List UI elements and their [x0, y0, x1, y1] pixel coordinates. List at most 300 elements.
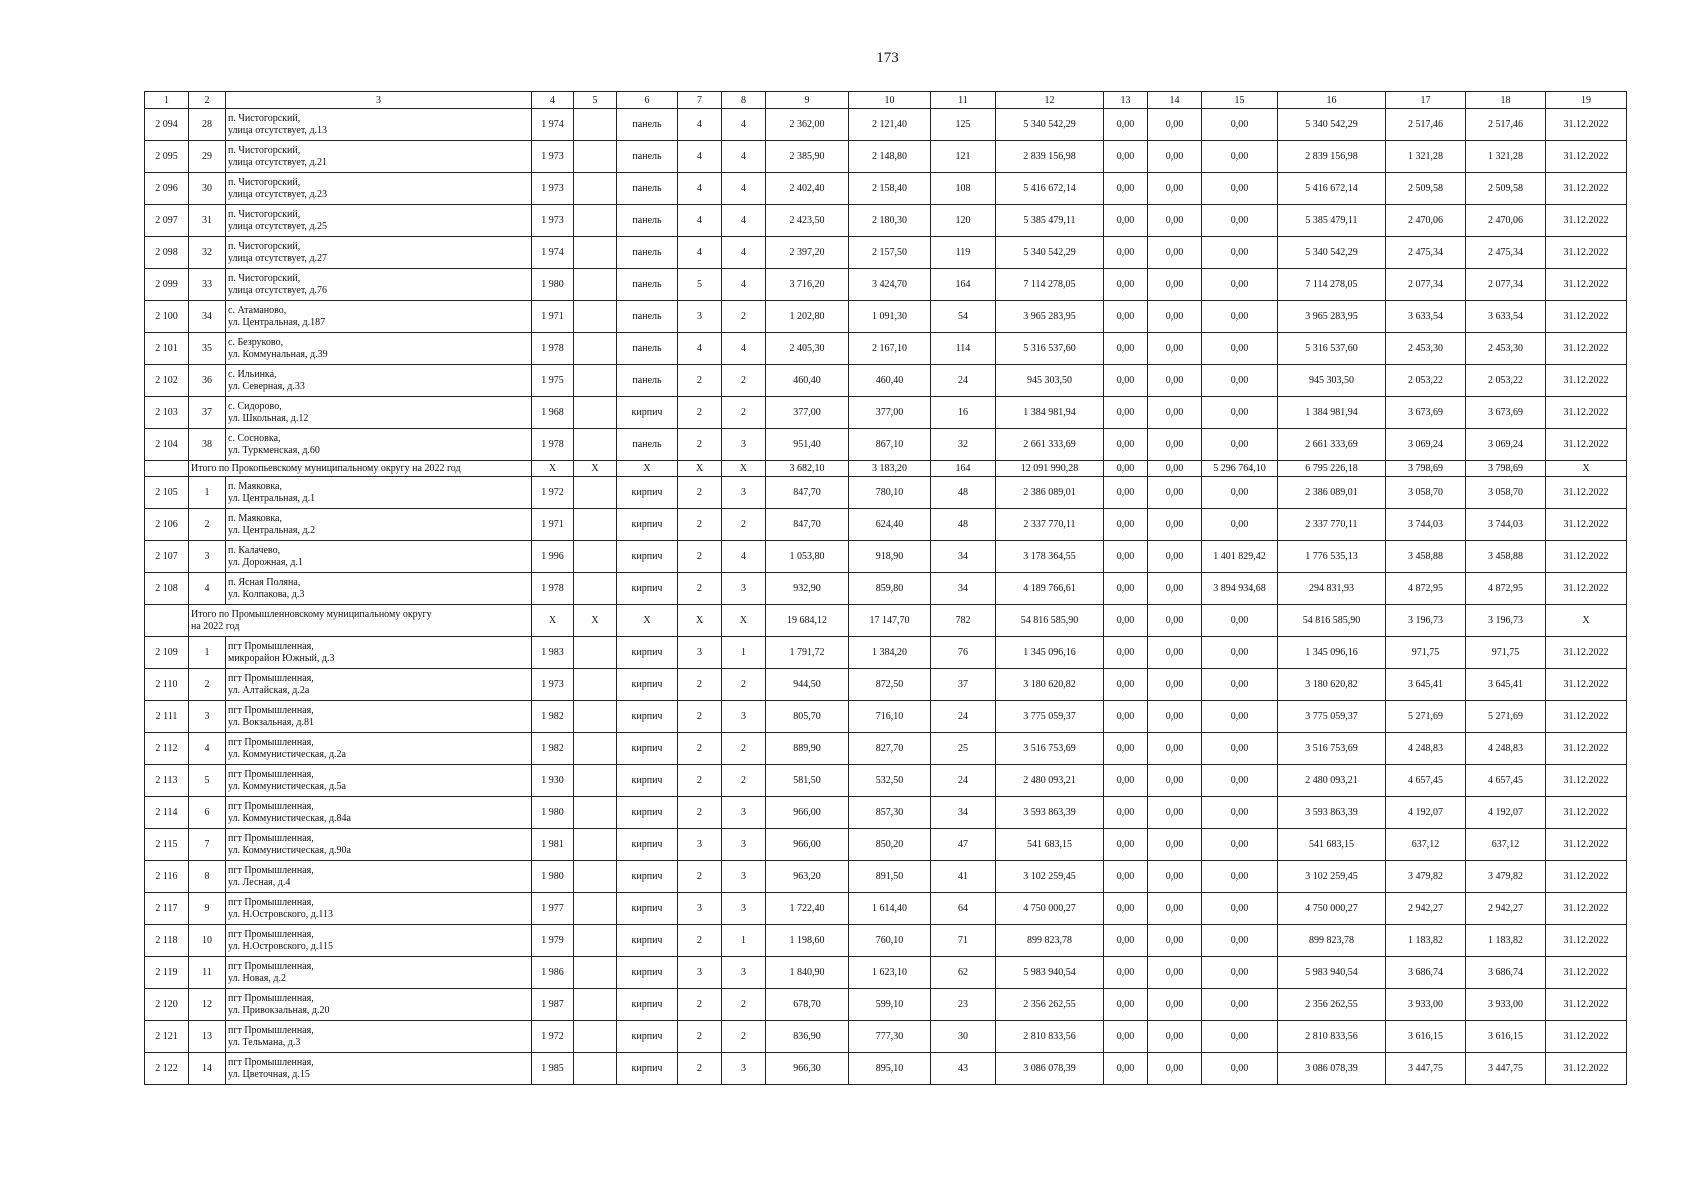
table-cell: 1 978: [532, 429, 574, 461]
table-cell: 2: [678, 1021, 722, 1053]
table-cell: X: [722, 605, 766, 637]
table-cell: [574, 509, 617, 541]
table-cell: 2 114: [145, 797, 189, 829]
table-cell: 0,00: [1104, 205, 1148, 237]
table-cell: 34: [931, 797, 996, 829]
table-cell: кирпич: [617, 925, 678, 957]
table-cell: 0,00: [1148, 1053, 1202, 1085]
table-cell: 5: [678, 269, 722, 301]
table-cell: [574, 237, 617, 269]
table-cell: 460,40: [849, 365, 931, 397]
table-cell: [574, 365, 617, 397]
table-cell: 5 296 764,10: [1202, 461, 1278, 477]
table-cell: 16: [931, 397, 996, 429]
table-row: [145, 733, 1627, 765]
table-cell: 2 509,58: [1386, 173, 1466, 205]
table-cell: кирпич: [617, 669, 678, 701]
header-cell: 16: [1278, 92, 1386, 109]
table-cell: 31.12.2022: [1546, 893, 1627, 925]
table-cell: 0,00: [1202, 669, 1278, 701]
table-cell: 3 069,24: [1386, 429, 1466, 461]
table-cell: 3 086 078,39: [1278, 1053, 1386, 1085]
table-cell: 2 111: [145, 701, 189, 733]
table-cell: 76: [931, 637, 996, 669]
table-row: [145, 301, 1627, 333]
table-row: [145, 509, 1627, 541]
table-cell: 2: [189, 509, 226, 541]
table-cell: 4 248,83: [1386, 733, 1466, 765]
table-cell: 3 180 620,82: [996, 669, 1104, 701]
table-cell: 3 458,88: [1466, 541, 1546, 573]
table-cell: кирпич: [617, 733, 678, 765]
table-cell: 2 470,06: [1386, 205, 1466, 237]
table-cell: 2: [722, 1021, 766, 1053]
header-cell: 1: [145, 92, 189, 109]
table-cell: 1 977: [532, 893, 574, 925]
table-cell: 0,00: [1148, 173, 1202, 205]
table-cell: 3 682,10: [766, 461, 849, 477]
table-cell: 3 479,82: [1386, 861, 1466, 893]
table-cell: 850,20: [849, 829, 931, 861]
table-cell: 28: [189, 109, 226, 141]
table-cell: 1 384 981,94: [1278, 397, 1386, 429]
table-cell: 4: [722, 205, 766, 237]
table-cell: 0,00: [1148, 733, 1202, 765]
table-cell: панель: [617, 173, 678, 205]
table-cell: 0,00: [1202, 333, 1278, 365]
table-cell: 4: [722, 541, 766, 573]
table-cell: 10: [189, 925, 226, 957]
table-cell: 0,00: [1202, 205, 1278, 237]
table-cell: 872,50: [849, 669, 931, 701]
table-cell: 1 974: [532, 109, 574, 141]
table-cell: 31.12.2022: [1546, 541, 1627, 573]
table-row: [145, 893, 1627, 925]
table-cell: 945 303,50: [1278, 365, 1386, 397]
table-cell: 0,00: [1104, 237, 1148, 269]
table-cell: 7 114 278,05: [996, 269, 1104, 301]
table-cell: 64: [931, 893, 996, 925]
table-cell: 2: [678, 989, 722, 1021]
header-cell: 14: [1148, 92, 1202, 109]
table-cell: 963,20: [766, 861, 849, 893]
table-cell: 0,00: [1202, 861, 1278, 893]
table-cell: 1 980: [532, 861, 574, 893]
table-cell: 0,00: [1104, 701, 1148, 733]
table-cell: 3: [678, 637, 722, 669]
table-cell: [574, 1053, 617, 1085]
table-cell: 1: [189, 637, 226, 669]
table-cell: 5 340 542,29: [1278, 237, 1386, 269]
table-cell: 2 053,22: [1466, 365, 1546, 397]
table-cell: 2: [678, 365, 722, 397]
table-cell: 3: [189, 541, 226, 573]
table-cell: [574, 733, 617, 765]
table-cell: 2: [722, 989, 766, 1021]
table-cell: 31.12.2022: [1546, 269, 1627, 301]
table-cell: 3 447,75: [1466, 1053, 1546, 1085]
table-cell: 2 109: [145, 637, 189, 669]
header-cell: 11: [931, 92, 996, 109]
table-cell: 5 416 672,14: [996, 173, 1104, 205]
table-cell: 31: [189, 205, 226, 237]
table-cell: 4: [722, 333, 766, 365]
table-cell: 760,10: [849, 925, 931, 957]
table-cell: 3 775 059,37: [1278, 701, 1386, 733]
table-cell: 3 593 863,39: [996, 797, 1104, 829]
table-cell: 3 686,74: [1466, 957, 1546, 989]
table-cell: 859,80: [849, 573, 931, 605]
table-cell: 944,50: [766, 669, 849, 701]
table-cell: [574, 765, 617, 797]
table-cell: 0,00: [1202, 365, 1278, 397]
address-cell: пгт Промышленная, ул. Коммунистическая, д.2а: [226, 733, 532, 765]
table-cell: 2: [678, 701, 722, 733]
table-cell: панель: [617, 237, 678, 269]
table-cell: 3 894 934,68: [1202, 573, 1278, 605]
table-cell: 0,00: [1104, 301, 1148, 333]
address-cell: пгт Промышленная, ул. Привокзальная, д.20: [226, 989, 532, 1021]
table-cell: X: [722, 461, 766, 477]
table-row: [145, 109, 1627, 141]
table-cell: 43: [931, 1053, 996, 1085]
table-cell: 716,10: [849, 701, 931, 733]
header-row: [145, 92, 1627, 109]
table-cell: 2 386 089,01: [996, 477, 1104, 509]
address-cell: пгт Промышленная, ул. Цветочная, д.15: [226, 1053, 532, 1085]
table-row: [145, 237, 1627, 269]
table-cell: 1 384,20: [849, 637, 931, 669]
table-cell: панель: [617, 365, 678, 397]
table-cell: 0,00: [1148, 829, 1202, 861]
table-cell: 1 985: [532, 1053, 574, 1085]
table-cell: 780,10: [849, 477, 931, 509]
table-cell: 1 986: [532, 957, 574, 989]
table-cell: 6 795 226,18: [1278, 461, 1386, 477]
table-cell: кирпич: [617, 797, 678, 829]
table-cell: 0,00: [1202, 829, 1278, 861]
table-cell: 3 196,73: [1386, 605, 1466, 637]
table-row: [145, 669, 1627, 701]
table-cell: 2 157,50: [849, 237, 931, 269]
table-cell: 36: [189, 365, 226, 397]
table-cell: 678,70: [766, 989, 849, 1021]
table-cell: [574, 173, 617, 205]
table-body: [145, 109, 1627, 1085]
table-cell: 1 321,28: [1386, 141, 1466, 173]
table-cell: 0,00: [1148, 141, 1202, 173]
table-cell: 3: [722, 957, 766, 989]
table-cell: 0,00: [1148, 269, 1202, 301]
table-row: [145, 541, 1627, 573]
table-cell: 0,00: [1148, 701, 1202, 733]
table-cell: 31.12.2022: [1546, 365, 1627, 397]
table-cell: кирпич: [617, 509, 678, 541]
table-cell: 951,40: [766, 429, 849, 461]
table-cell: 24: [931, 765, 996, 797]
table-header: [145, 92, 1627, 109]
table-cell: 1 979: [532, 925, 574, 957]
table-cell: 624,40: [849, 509, 931, 541]
table-cell: 0,00: [1148, 573, 1202, 605]
table-cell: 2: [678, 861, 722, 893]
table-cell: 1 614,40: [849, 893, 931, 925]
table-cell: 541 683,15: [1278, 829, 1386, 861]
table-cell: панель: [617, 109, 678, 141]
table-cell: 1 973: [532, 141, 574, 173]
address-cell: пгт Промышленная, ул. Новая, д.2: [226, 957, 532, 989]
table-cell: 0,00: [1104, 141, 1148, 173]
table-cell: 637,12: [1466, 829, 1546, 861]
table-row: [145, 573, 1627, 605]
table-cell: 31.12.2022: [1546, 109, 1627, 141]
address-cell: пгт Промышленная, микрорайон Южный, д.3: [226, 637, 532, 669]
table-cell: 2 120: [145, 989, 189, 1021]
table-cell: 0,00: [1104, 1021, 1148, 1053]
table-cell: 4: [722, 269, 766, 301]
table-cell: 3 645,41: [1466, 669, 1546, 701]
table-cell: 1 091,30: [849, 301, 931, 333]
table-cell: 1 975: [532, 365, 574, 397]
table-cell: 31.12.2022: [1546, 333, 1627, 365]
table-cell: 2 839 156,98: [1278, 141, 1386, 173]
table-cell: кирпич: [617, 829, 678, 861]
table-cell: 2 402,40: [766, 173, 849, 205]
table-cell: [574, 573, 617, 605]
table-cell: 125: [931, 109, 996, 141]
table-cell: 0,00: [1148, 541, 1202, 573]
table-cell: 2 110: [145, 669, 189, 701]
table-cell: 31.12.2022: [1546, 989, 1627, 1021]
table-cell: кирпич: [617, 541, 678, 573]
table-cell: 38: [189, 429, 226, 461]
table-cell: 899 823,78: [1278, 925, 1386, 957]
address-cell: с. Атаманово, ул. Центральная, д.187: [226, 301, 532, 333]
table-row: [145, 765, 1627, 797]
table-cell: 0,00: [1202, 141, 1278, 173]
table-cell: 3: [722, 477, 766, 509]
table-cell: [574, 925, 617, 957]
table-cell: 2: [678, 573, 722, 605]
table-cell: 2 470,06: [1466, 205, 1546, 237]
table-cell: 1 974: [532, 237, 574, 269]
table-row: [145, 269, 1627, 301]
table-cell: 8: [189, 861, 226, 893]
table-cell: 33: [189, 269, 226, 301]
header-cell: 6: [617, 92, 678, 109]
table-cell: 0,00: [1104, 925, 1148, 957]
table-cell: 0,00: [1202, 765, 1278, 797]
table-cell: 294 831,93: [1278, 573, 1386, 605]
table-cell: 5 385 479,11: [1278, 205, 1386, 237]
address-cell: п. Калачево, ул. Дорожная, д.1: [226, 541, 532, 573]
table-cell: 0,00: [1104, 269, 1148, 301]
address-cell: пгт Промышленная, ул. Н.Островского, д.113: [226, 893, 532, 925]
table-cell: 5 340 542,29: [996, 109, 1104, 141]
table-cell: 4: [678, 173, 722, 205]
table-cell: 54 816 585,90: [996, 605, 1104, 637]
table-cell: [574, 669, 617, 701]
table-cell: 4 750 000,27: [1278, 893, 1386, 925]
table-cell: 1 202,80: [766, 301, 849, 333]
table-cell: 2 053,22: [1386, 365, 1466, 397]
table-cell: 3 479,82: [1466, 861, 1546, 893]
table-cell: 31.12.2022: [1546, 925, 1627, 957]
table-cell: 1 345 096,16: [996, 637, 1104, 669]
table-cell: 25: [931, 733, 996, 765]
table-cell: 2 119: [145, 957, 189, 989]
table-cell: 2 480 093,21: [996, 765, 1104, 797]
table-cell: 0,00: [1104, 573, 1148, 605]
table-cell: 4: [722, 141, 766, 173]
table-cell: 34: [189, 301, 226, 333]
table-cell: 847,70: [766, 477, 849, 509]
table-cell: 3 633,54: [1466, 301, 1546, 333]
table-cell: 3 178 364,55: [996, 541, 1104, 573]
header-cell: 10: [849, 92, 931, 109]
table-cell: [574, 301, 617, 333]
table-cell: 0,00: [1202, 397, 1278, 429]
table-cell: 12: [189, 989, 226, 1021]
table-cell: 1: [722, 637, 766, 669]
table-cell: 1: [722, 925, 766, 957]
table-cell: 4: [722, 109, 766, 141]
table-cell: 2 117: [145, 893, 189, 925]
table-cell: 31.12.2022: [1546, 573, 1627, 605]
table-cell: 2 337 770,11: [996, 509, 1104, 541]
address-cell: п. Чистогорский, улица отсутствует, д.25: [226, 205, 532, 237]
header-cell: 3: [226, 92, 532, 109]
table-cell: [574, 109, 617, 141]
table-cell: 2 362,00: [766, 109, 849, 141]
address-cell: с. Сосновка, ул. Туркменская, д.60: [226, 429, 532, 461]
header-cell: 7: [678, 92, 722, 109]
table-cell: 4 657,45: [1386, 765, 1466, 797]
header-cell: 12: [996, 92, 1104, 109]
table-cell: 2 121: [145, 1021, 189, 1053]
table-cell: 2 839 156,98: [996, 141, 1104, 173]
table-cell: 4: [678, 205, 722, 237]
table-cell: 3 058,70: [1386, 477, 1466, 509]
table-cell: 0,00: [1202, 477, 1278, 509]
table-cell: 3 458,88: [1386, 541, 1466, 573]
table-cell: 34: [931, 541, 996, 573]
table-cell: 3 645,41: [1386, 669, 1466, 701]
table-cell: 0,00: [1202, 301, 1278, 333]
table-cell: 899 823,78: [996, 925, 1104, 957]
table-cell: 966,00: [766, 829, 849, 861]
table-cell: 2 180,30: [849, 205, 931, 237]
table-cell: 1 183,82: [1386, 925, 1466, 957]
table-cell: 3 744,03: [1466, 509, 1546, 541]
address-cell: пгт Промышленная, ул. Вокзальная, д.81: [226, 701, 532, 733]
table-cell: 847,70: [766, 509, 849, 541]
table-cell: 4: [189, 733, 226, 765]
table-cell: 31.12.2022: [1546, 301, 1627, 333]
table-cell: 0,00: [1148, 605, 1202, 637]
table-cell: 1 978: [532, 333, 574, 365]
table-cell: 2 106: [145, 509, 189, 541]
table-cell: 54: [931, 301, 996, 333]
table-cell: 2 115: [145, 829, 189, 861]
table-cell: [574, 477, 617, 509]
table-cell: 2 942,27: [1466, 893, 1546, 925]
table-cell: 1 345 096,16: [1278, 637, 1386, 669]
table-cell: 5 271,69: [1466, 701, 1546, 733]
table-cell: 932,90: [766, 573, 849, 605]
table-cell: 377,00: [766, 397, 849, 429]
table-cell: кирпич: [617, 1021, 678, 1053]
table-cell: 2 517,46: [1386, 109, 1466, 141]
table-cell: 0,00: [1202, 1053, 1278, 1085]
table-cell: 2 108: [145, 573, 189, 605]
table-cell: 4 192,07: [1466, 797, 1546, 829]
table-cell: 3 086 078,39: [996, 1053, 1104, 1085]
table-row: [145, 829, 1627, 861]
table-row: [145, 205, 1627, 237]
table-cell: 2: [678, 765, 722, 797]
table-cell: кирпич: [617, 1053, 678, 1085]
table-cell: 0,00: [1104, 893, 1148, 925]
table-cell: 119: [931, 237, 996, 269]
table-cell: 0,00: [1104, 669, 1148, 701]
table-cell: 0,00: [1104, 477, 1148, 509]
table-cell: [574, 893, 617, 925]
table-cell: 2: [678, 509, 722, 541]
table-cell: 0,00: [1202, 109, 1278, 141]
header-cell: 13: [1104, 92, 1148, 109]
table-cell: 0,00: [1202, 957, 1278, 989]
table-cell: 37: [931, 669, 996, 701]
table-cell: 0,00: [1148, 925, 1202, 957]
table-cell: 0,00: [1104, 333, 1148, 365]
table-cell: 0,00: [1148, 477, 1202, 509]
table-cell: 0,00: [1202, 925, 1278, 957]
table-cell: 31.12.2022: [1546, 173, 1627, 205]
table-cell: 0,00: [1202, 509, 1278, 541]
table-row: [145, 141, 1627, 173]
table-cell: 3 516 753,69: [1278, 733, 1386, 765]
table-cell: 966,00: [766, 797, 849, 829]
table-row: [145, 925, 1627, 957]
table-cell: 3 616,15: [1386, 1021, 1466, 1053]
address-cell: с. Ильинка, ул. Северная, д.33: [226, 365, 532, 397]
header-cell: 8: [722, 92, 766, 109]
table-cell: 3 180 620,82: [1278, 669, 1386, 701]
address-cell: п. Чистогорский, улица отсутствует, д.21: [226, 141, 532, 173]
table-cell: 2: [722, 765, 766, 797]
table-cell: 891,50: [849, 861, 931, 893]
table-cell: 2: [722, 397, 766, 429]
address-cell: пгт Промышленная, ул. Алтайская, д.2а: [226, 669, 532, 701]
table-cell: [574, 861, 617, 893]
table-cell: 2 096: [145, 173, 189, 205]
table-row: [145, 173, 1627, 205]
table-cell: 4: [678, 333, 722, 365]
table-cell: 581,50: [766, 765, 849, 797]
table-cell: 1 980: [532, 269, 574, 301]
table-cell: 0,00: [1104, 861, 1148, 893]
table-cell: 637,12: [1386, 829, 1466, 861]
table-cell: 5: [189, 765, 226, 797]
table-cell: 2 337 770,11: [1278, 509, 1386, 541]
table-cell: 3 593 863,39: [1278, 797, 1386, 829]
table-cell: 32: [189, 237, 226, 269]
register-table: [144, 91, 1627, 1085]
table-cell: 1 401 829,42: [1202, 541, 1278, 573]
table-cell: 19 684,12: [766, 605, 849, 637]
table-cell: 2 405,30: [766, 333, 849, 365]
